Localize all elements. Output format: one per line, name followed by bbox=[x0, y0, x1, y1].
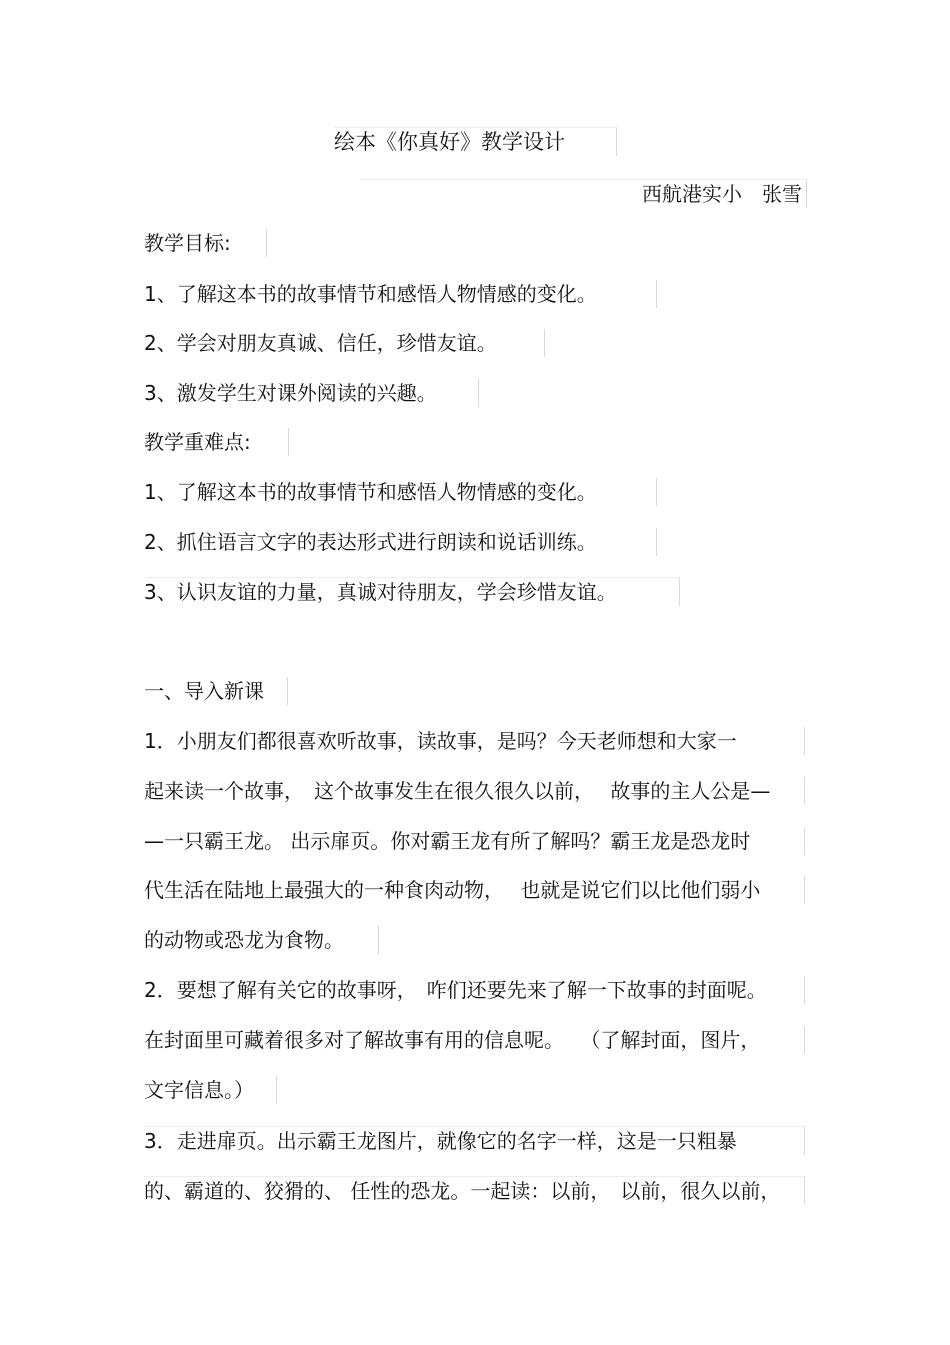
body-line: 文字信息。） bbox=[144, 1076, 277, 1104]
body-line: 2．要想了解有关它的故事呀， 咋们还要先来了解一下故事的封面呢。 bbox=[144, 976, 805, 1004]
body-line: 1．小朋友们都很喜欢听故事，读故事，是吗？今天老师想和大家一 bbox=[144, 727, 805, 755]
goals-heading: 教学目标: bbox=[144, 229, 267, 257]
key-point-item: 1、了解这本书的故事情节和感悟人物情感的变化。 bbox=[144, 478, 657, 506]
body-line: 代生活在陆地上最强大的一种食肉动物， 也就是说它们以比他们弱小 bbox=[144, 876, 805, 904]
body-line: —一只霸王龙。 出示扉页。你对霸王龙有所了解吗？霸王龙是恐龙时 bbox=[144, 827, 805, 855]
body-line: 在封面里可藏着很多对了解故事有用的信息呢。 （了解封面，图片， bbox=[144, 1026, 805, 1054]
author-line: 西航港实小 张雪 bbox=[360, 179, 807, 208]
key-points-heading: 教学重难点: bbox=[144, 428, 289, 456]
goal-item: 3、激发学生对课外阅读的兴趣。 bbox=[144, 379, 479, 407]
goal-item: 2、学会对朋友真诚、信任，珍惜友谊。 bbox=[144, 329, 545, 357]
body-line: 的动物或恐龙为食物。 bbox=[144, 926, 379, 954]
document-title: 绘本《你真好》教学设计 bbox=[334, 127, 617, 156]
key-point-item: 2、抓住语言文字的表达形式进行朗读和说话训练。 bbox=[144, 528, 657, 556]
body-line: 的、霸道的、狡猾的、 任性的恐龙。一起读：以前， 以前，很久以前， bbox=[144, 1176, 805, 1205]
body-line: 起来读一个故事， 这个故事发生在很久很久以前， 故事的主人公是— bbox=[144, 777, 805, 805]
body-line: 3．走进扉页。出示霸王龙图片，就像它的名字一样，这是一只粗暴 bbox=[144, 1126, 805, 1155]
section-heading: 一、导入新课 bbox=[144, 677, 288, 705]
goal-item: 1、了解这本书的故事情节和感悟人物情感的变化。 bbox=[144, 280, 657, 308]
key-point-item: 3、认识友谊的力量，真诚对待朋友，学会珍惜友谊。 bbox=[144, 577, 680, 606]
